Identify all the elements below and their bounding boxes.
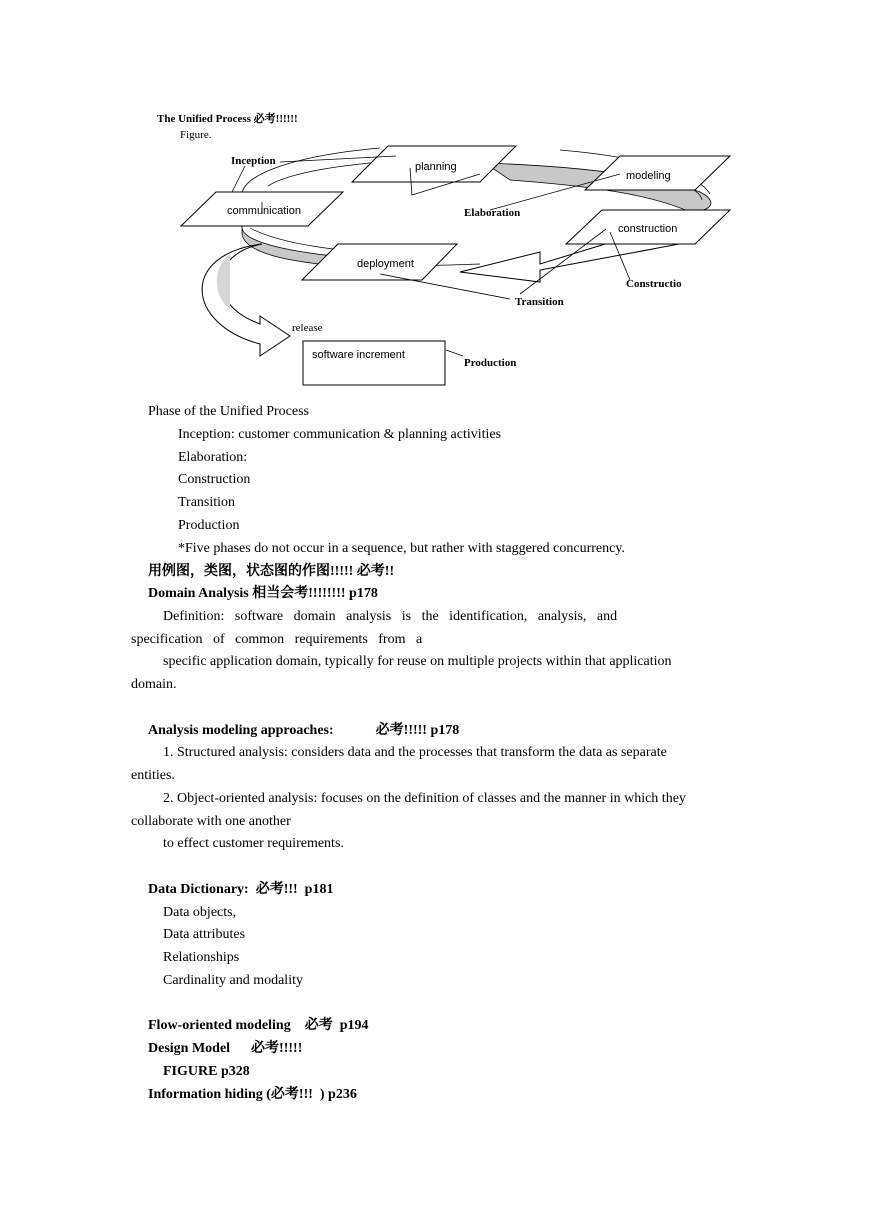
figure-title: The Unified Process 必考!!!!!!: [157, 113, 298, 125]
phase-item: Transition: [178, 495, 236, 510]
label-transition: Transition: [515, 296, 564, 308]
design-model-heading: Design Model 必考!!!!!: [148, 1041, 303, 1056]
box-label-software-increment: software increment: [312, 349, 405, 361]
domain-definition-line: specification of common requirements from a: [131, 632, 423, 647]
unified-process-figure: [150, 104, 740, 396]
domain-definition-line: domain.: [131, 677, 177, 692]
label-release: release: [292, 322, 323, 334]
label-elaboration: Elaboration: [464, 207, 521, 219]
data-dictionary-item: Data objects,: [163, 905, 237, 920]
box-label-deployment: deployment: [357, 258, 414, 270]
phase-item: Production: [178, 518, 240, 533]
analysis-item-line: 2. Object-oriented analysis: focuses on the definition of classes and the manner in which they: [163, 791, 686, 806]
phase-note: *Five phases do not occur in a sequence, but rather with staggered concurrency.: [178, 541, 625, 556]
flow-modeling-heading: Flow-oriented modeling 必考 p194: [148, 1018, 369, 1033]
box-label-communication: communication: [227, 205, 301, 217]
analysis-item-line: entities.: [131, 768, 175, 783]
software-increment-box: [303, 341, 445, 385]
phase-item: Elaboration:: [178, 450, 248, 465]
data-dictionary-item: Cardinality and modality: [163, 973, 303, 988]
phases-heading: Phase of the Unified Process: [148, 404, 309, 419]
data-dictionary-item: Relationships: [163, 950, 240, 965]
data-dictionary-item: Data attributes: [163, 927, 246, 942]
figure-reference: FIGURE p328: [163, 1064, 250, 1079]
domain-definition-line: Definition: software domain analysis is the identification, analysis, and: [163, 609, 618, 624]
phase-item: Inception: customer communication & planning activities: [178, 427, 502, 442]
box-label-planning: planning: [415, 161, 457, 173]
analysis-item-line: collaborate with one another: [131, 814, 291, 829]
box-label-modeling: modeling: [626, 170, 671, 182]
analysis-item-line: 1. Structured analysis: considers data and the processes that transform the data as separate: [163, 745, 667, 760]
analysis-modeling-heading: Analysis modeling approaches: 必考!!!!! p178: [148, 723, 460, 738]
unified-process-diagram: [150, 104, 740, 396]
information-hiding-heading: Information hiding (必考!!! ) p236: [148, 1087, 357, 1102]
release-arrow: [202, 244, 290, 356]
label-inception: Inception: [231, 155, 276, 167]
phase-item: Construction: [178, 472, 251, 487]
diagrams-note: 用例图，类图，状态图的作图!!!!! 必考!!: [148, 564, 395, 579]
data-dictionary-heading: Data Dictionary: 必考!!! p181: [148, 882, 334, 897]
label-construction: Constructio: [626, 278, 682, 290]
figure-caption: Figure.: [180, 129, 212, 141]
box-label-construction: construction: [618, 223, 678, 235]
analysis-item-line: to effect customer requirements.: [163, 836, 344, 851]
domain-analysis-heading: Domain Analysis 相当会考!!!!!!!! p178: [148, 586, 378, 601]
domain-definition-line: specific application domain, typically for reuse on multiple projects within that application: [163, 654, 672, 669]
label-production: Production: [464, 357, 517, 369]
